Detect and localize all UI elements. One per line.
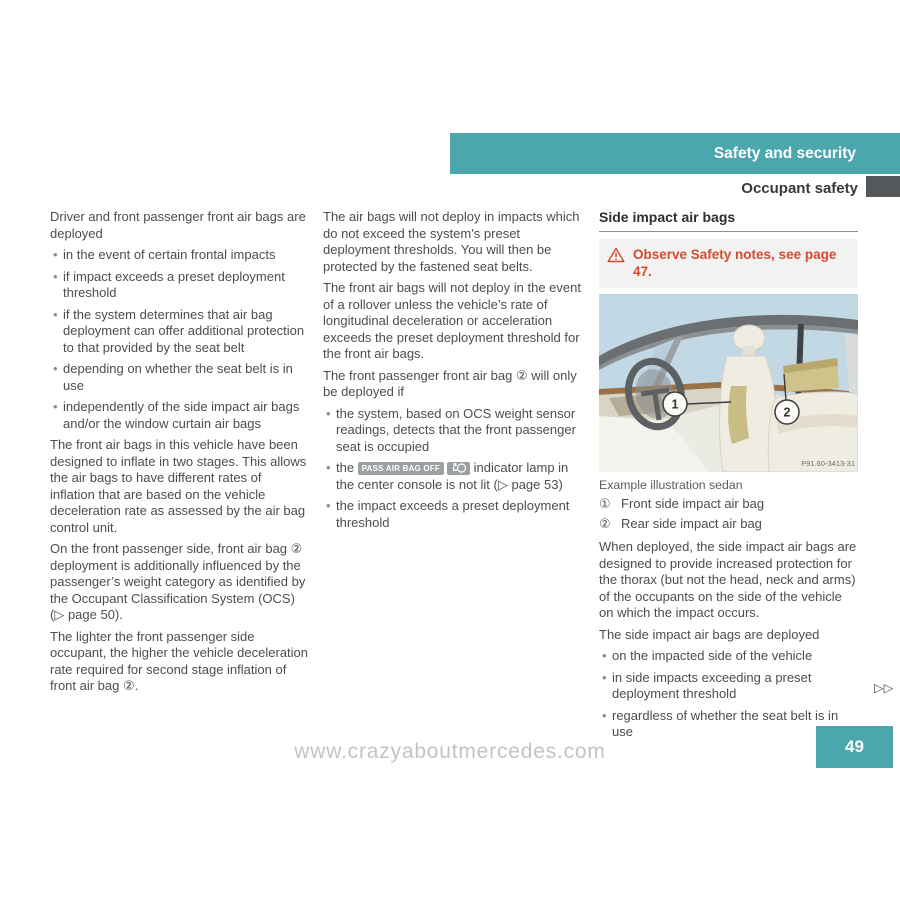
list-item — [323, 460, 584, 493]
subsection-heading: Side impact air bags — [599, 209, 858, 232]
paragraph: The front passenger front air bag ② will only be deployed if — [323, 367, 577, 399]
list-item — [50, 361, 309, 394]
page-number-badge — [816, 726, 893, 768]
section-title: Occupant safety — [741, 180, 858, 197]
list-item-text: independently of the side impact air bags and/or the window curtain air bags — [63, 399, 300, 431]
list-item — [599, 648, 858, 665]
warning-text: Observe Safety notes, see page 47. — [633, 246, 837, 279]
continued-marker: ▷▷ — [874, 681, 894, 695]
bullet-list — [323, 406, 584, 532]
bullet-icon: • — [602, 669, 607, 685]
safety-warning-box — [599, 239, 858, 288]
paragraph: The side impact air bags are deployed — [599, 626, 820, 642]
list-item — [323, 498, 584, 531]
figure-callout-2: 2 — [783, 405, 791, 419]
bullet-icon: • — [53, 306, 58, 322]
list-item — [50, 269, 309, 302]
list-item-text: the system, based on OCS weight sensor readings, detects that the front passenger seat is occupied — [336, 405, 576, 454]
bullet-icon: • — [53, 361, 58, 376]
chapter-title: Safety and security — [713, 144, 856, 162]
chapter-banner — [450, 133, 900, 174]
list-item-text: the impact exceeds a preset deployment threshold — [336, 498, 570, 530]
bullet-list — [50, 247, 309, 432]
column-2 — [323, 209, 584, 536]
pass-air-bag-off-badge: PASS AIR BAG OFF — [358, 462, 444, 475]
paragraph: On the front passenger side, front air bag ② deployment is additionally influenced by the passenger’s weight category as identified by the Occupant Classification System (OCS) (▷ page 50). — [50, 541, 306, 622]
list-item — [50, 307, 309, 357]
bullet-icon: • — [602, 707, 607, 723]
badge-suffix-text: indicator lamp in the center console is not lit (▷ page 53) — [336, 460, 569, 492]
paragraph: When deployed, the side impact air bags are designed to provide increased protection for the thorax (but not the head, neck and arms) of the occupants on the side of the vehicle on which the impact occurs. — [599, 539, 857, 620]
airbag-indicator-icon — [447, 462, 470, 475]
list-item — [323, 406, 584, 456]
badge-prefix-text: the — [336, 460, 358, 475]
paragraph: The air bags will not deploy in impacts which do not exceed the system’s preset deployment thresholds. You will then be protected by the fastened seat belts. — [323, 209, 580, 274]
list-item — [599, 670, 858, 703]
list-item-text: on the impacted side of the vehicle — [612, 648, 813, 663]
bullet-icon: • — [602, 648, 607, 663]
list-item-text: in side impacts exceeding a preset deployment threshold — [612, 669, 812, 701]
legend-label: Rear side impact air bag — [621, 515, 762, 531]
paragraph: The front air bags in this vehicle have been designed to inflate in two stages. This allows the air bags to have different rates of inflation that are based on the vehicle deceleration rate as assessed by the air bag control unit. — [50, 437, 307, 535]
bullet-icon: • — [53, 268, 58, 284]
column-1 — [50, 209, 309, 700]
column-3 — [599, 209, 858, 746]
paragraph: Driver and front passenger front air bags are deployed — [50, 209, 306, 241]
figure-code: P91.60-3413-31 — [801, 458, 855, 468]
watermark: www.crazyaboutmercedes.com — [294, 740, 606, 763]
legend-number: ① — [599, 496, 611, 511]
page-number: 49 — [845, 737, 864, 756]
bullet-icon: • — [326, 498, 331, 513]
chapter-edge-tab — [866, 176, 900, 197]
figure-callout-1: 1 — [671, 397, 679, 411]
bullet-icon: • — [326, 460, 331, 475]
bullet-icon: • — [53, 247, 58, 262]
list-item — [50, 399, 309, 432]
warning-triangle-icon — [607, 246, 633, 280]
paragraph: The front air bags will not deploy in the event of a rollover unless the vehicle’s rate of longitudinal deceleration or acceleration exceeds the preset deployment threshold for the front air bags. — [323, 280, 581, 361]
paragraph: The lighter the front passenger side occupant, the higher the vehicle deceleration rate required for second stage inflation of front air bag ②. — [50, 628, 309, 693]
list-item-text: if impact exceeds a preset deployment threshold — [63, 268, 285, 300]
list-item-text: regardless of whether the seat belt is in use — [612, 707, 839, 739]
legend-label: Front side impact air bag — [621, 496, 765, 511]
figure-legend — [599, 496, 858, 532]
list-item-text: if the system determines that air bag deployment can offer additional protection to that provided by the seat belt — [63, 306, 305, 355]
list-item-text: depending on whether the seat belt is in use — [63, 361, 293, 393]
bullet-icon: • — [326, 405, 331, 421]
bullet-icon: • — [53, 399, 58, 414]
list-item-text — [336, 460, 584, 493]
legend-number: ② — [599, 515, 611, 531]
list-item-text: in the event of certain frontal impacts — [63, 247, 276, 262]
legend-item — [599, 516, 858, 533]
list-item — [50, 247, 309, 264]
side-airbag-figure — [599, 294, 858, 472]
figure-caption: Example illustration sedan — [599, 477, 743, 492]
legend-item — [599, 496, 858, 513]
